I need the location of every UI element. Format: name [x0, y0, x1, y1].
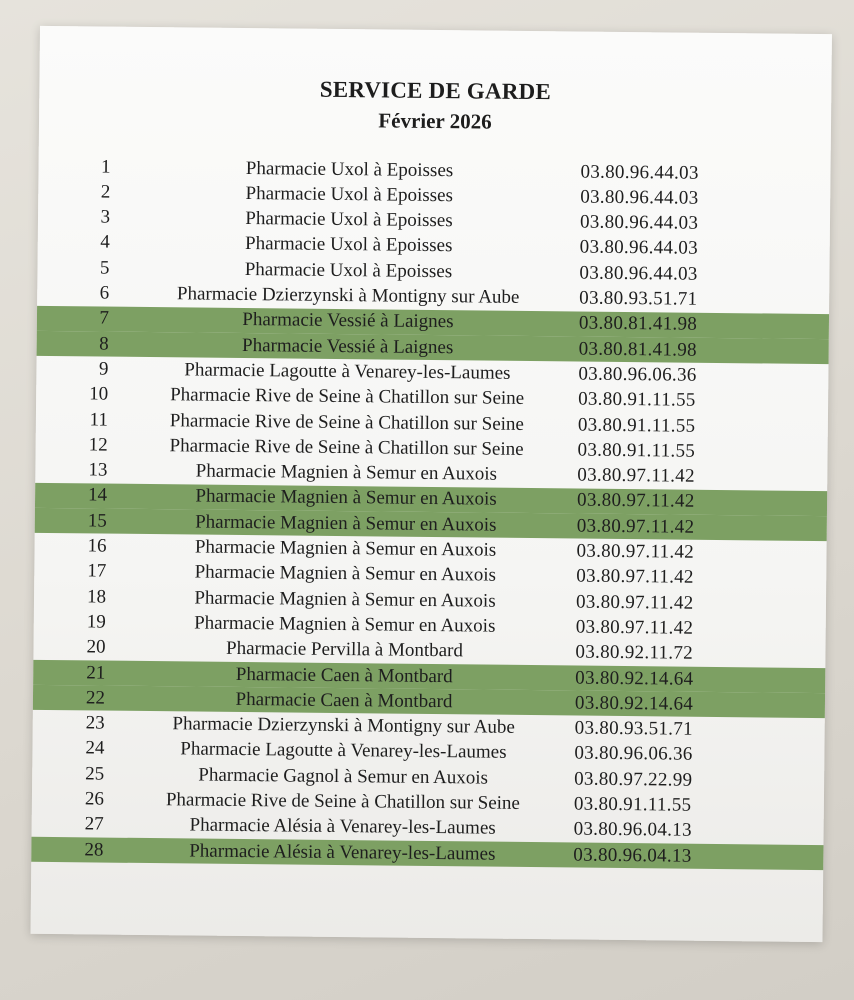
- phone-number: 03.80.96.06.36: [578, 363, 697, 386]
- pharmacy-name: Pharmacie Caen à Montbard: [235, 688, 453, 713]
- day-number: 10: [89, 383, 109, 405]
- phone-number: 03.80.96.44.03: [579, 236, 699, 260]
- pharmacy-name: Pharmacie Rive de Seine à Chatillon sur Seine: [169, 435, 524, 460]
- day-number: 5: [99, 257, 110, 279]
- phone-number: 03.80.96.44.03: [579, 211, 699, 234]
- pharmacy-name: Pharmacie Uxol à Epoisses: [245, 208, 453, 232]
- day-number: 4: [100, 231, 110, 253]
- phone-number: 03.80.96.06.36: [574, 742, 693, 766]
- pharmacy-name: Pharmacie Pervilla à Montbard: [225, 638, 464, 662]
- phone-number: 03.80.97.11.42: [576, 515, 695, 538]
- day-number: 23: [85, 712, 105, 734]
- phone-number: 03.80.91.11.55: [573, 793, 692, 816]
- day-number: 1: [100, 156, 111, 178]
- pharmacy-name: Pharmacie Gagnol à Semur en Auxois: [198, 764, 489, 789]
- phone-number: 03.80.97.11.42: [577, 464, 695, 487]
- phone-number: 03.80.97.11.42: [576, 489, 695, 513]
- day-number: 16: [87, 535, 107, 557]
- phone-number: 03.80.96.44.03: [580, 161, 699, 184]
- day-number: 2: [100, 181, 111, 203]
- pharmacy-name: Pharmacie Uxol à Epoisses: [244, 258, 453, 282]
- pharmacy-name: Pharmacie Rive de Seine à Chatillon sur Seine: [165, 789, 521, 814]
- document-title: SERVICE DE GARDE: [319, 76, 552, 105]
- phone-number: 03.80.96.44.03: [580, 186, 699, 209]
- day-number: 25: [85, 763, 105, 785]
- pharmacy-name: Pharmacie Dzierzynski à Montigny sur Aube: [172, 713, 516, 738]
- pharmacy-name: Pharmacie Lagoutte à Venarey-les-Laumes: [180, 738, 507, 764]
- phone-number: 03.80.97.11.42: [575, 591, 694, 614]
- pharmacy-name: Pharmacie Uxol à Epoisses: [245, 182, 454, 206]
- day-number: 11: [89, 408, 109, 431]
- phone-number: 03.80.97.22.99: [574, 768, 693, 791]
- pharmacy-name: Pharmacie Rive de Seine à Chatillon sur Seine: [170, 384, 525, 410]
- pharmacy-name: Pharmacie Rive de Seine à Chatillon sur Seine: [169, 409, 525, 435]
- phone-number: 03.80.91.11.55: [578, 388, 696, 411]
- phone-number: 03.80.97.11.42: [576, 540, 695, 563]
- day-number: 3: [100, 206, 111, 228]
- day-number: 13: [88, 459, 108, 481]
- phone-number: 03.80.81.41.98: [578, 338, 697, 361]
- pharmacy-name: Pharmacie Vessié à Laignes: [242, 309, 454, 333]
- pharmacy-name: Pharmacie Lagoutte à Venarey-les-Laumes: [184, 359, 511, 384]
- pharmacy-name: Pharmacie Magnien à Semur en Auxois: [195, 485, 497, 511]
- day-number: 17: [87, 560, 107, 582]
- pharmacy-name: Pharmacie Uxol à Epoisses: [245, 157, 454, 181]
- phone-number: 03.80.81.41.98: [578, 312, 698, 336]
- day-number: 18: [86, 585, 107, 608]
- phone-number: 03.80.93.51.71: [579, 287, 698, 310]
- day-number: 27: [84, 813, 104, 835]
- phone-number: 03.80.96.44.03: [579, 262, 698, 285]
- pharmacy-name: Pharmacie Dzierzynski à Montigny sur Aube: [176, 283, 520, 308]
- day-number: 28: [84, 838, 104, 861]
- pharmacy-name: Pharmacie Alésia à Venarey-les-Laumes: [189, 840, 496, 865]
- pharmacy-name: Pharmacie Magnien à Semur en Auxois: [194, 536, 497, 561]
- pharmacy-name: Pharmacie Uxol à Epoisses: [244, 233, 453, 257]
- document-sheet: [31, 26, 832, 942]
- day-number: 9: [98, 358, 109, 380]
- day-number: 14: [87, 484, 108, 506]
- pharmacy-name: Pharmacie Caen à Montbard: [235, 663, 453, 687]
- schedule-table: [39, 154, 831, 867]
- phone-number: 03.80.91.11.55: [577, 439, 696, 462]
- pharmacy-name: Pharmacie Magnien à Semur en Auxois: [194, 561, 497, 586]
- document-subtitle: Février 2026: [378, 108, 492, 134]
- pharmacy-name: Pharmacie Magnien à Semur en Auxois: [194, 587, 496, 612]
- pharmacy-name: Pharmacie Magnien à Semur en Auxois: [195, 460, 498, 485]
- day-number: 19: [86, 611, 106, 633]
- day-number: 20: [86, 636, 106, 658]
- pharmacy-name: Pharmacie Vessié à Laignes: [241, 334, 454, 358]
- phone-number: 03.80.96.04.13: [573, 844, 692, 867]
- phone-number: 03.80.92.14.64: [575, 666, 694, 690]
- pharmacy-name: Pharmacie Alésia à Venarey-les-Laumes: [189, 814, 496, 839]
- phone-number: 03.80.93.51.71: [574, 717, 694, 740]
- day-number: 6: [99, 282, 110, 304]
- phone-number: 03.80.92.14.64: [574, 692, 694, 715]
- day-number: 22: [85, 687, 106, 709]
- day-number: 21: [86, 661, 106, 684]
- pharmacy-name: Pharmacie Magnien à Semur en Auxois: [194, 612, 496, 637]
- phone-number: 03.80.92.11.72: [575, 641, 694, 664]
- phone-number: 03.80.97.11.42: [576, 565, 694, 589]
- pharmacy-name: Pharmacie Magnien à Semur en Auxois: [195, 511, 497, 536]
- phone-number: 03.80.96.04.13: [573, 818, 692, 842]
- phone-number: 03.80.97.11.42: [575, 616, 694, 639]
- phone-number: 03.80.91.11.55: [577, 414, 696, 437]
- day-number: 24: [85, 737, 105, 759]
- day-number: 8: [99, 333, 109, 355]
- day-number: 26: [84, 788, 105, 810]
- day-number: 12: [88, 434, 108, 456]
- day-number: 7: [99, 307, 110, 329]
- day-number: 15: [87, 510, 107, 532]
